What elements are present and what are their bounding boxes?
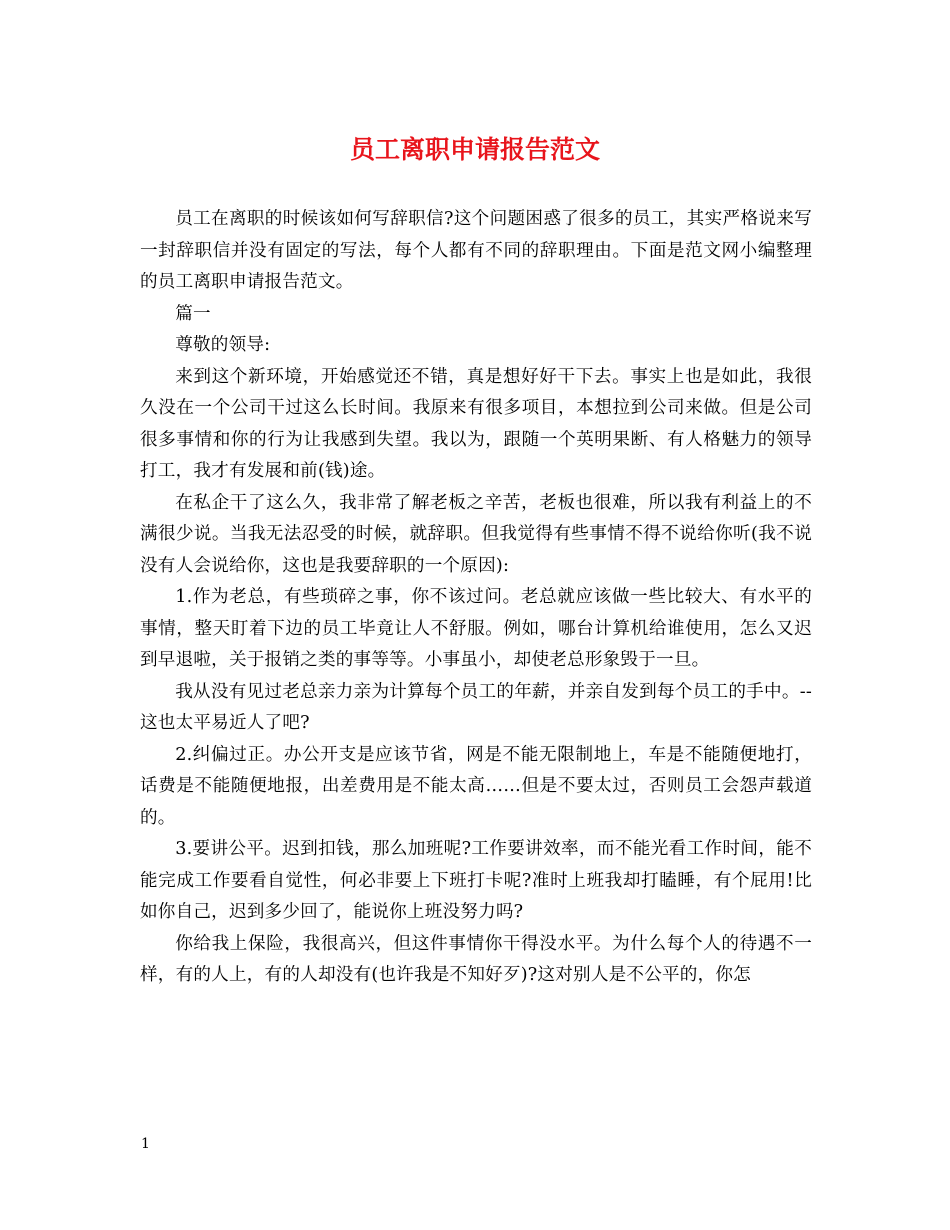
paragraph-body: 来到这个新环境，开始感觉还不错，真是想好好干下去。事实上也是如此，我很久没在一个公司干过这么长时间。我原来有很多项目，本想拉到公司来做。但是公司很多事情和你的行为让我感到失望。我以为，跟随一个英明果断、有人格魅力的领导打工，我才有发展和前(钱)途。 [140, 366, 812, 481]
page-number: 1 [141, 1136, 150, 1152]
paragraph-body: 你给我上保险，我很高兴，但这件事情你干得没水平。为什么每个人的待遇不一样，有的人上，有的人却没有(也许我是不知好歹)?这对别人是不公平的，你怎 [140, 933, 812, 985]
paragraph-body: 我从没有见过老总亲力亲为计算每个员工的年薪，并亲自发到每个员工的手中。--这也太平易近人了吧? [140, 681, 812, 733]
paragraph-point-2: 2.纠偏过正。办公开支是应该节省，网是不能无限制地上，车是不能随便地打，话费是不能随便地报，出差费用是不能太高……但是不要太过，否则员工会怨声载道的。 [140, 744, 812, 828]
paragraph-body: 在私企干了这么久，我非常了解老板之辛苦，老板也很难，所以我有利益上的不满很少说。当我无法忍受的时候，就辞职。但我觉得有些事情不得不说给你听(我不说没有人会说给你，这也是我要辞职的一个原因): [140, 492, 812, 576]
paragraph-intro: 员工在离职的时候该如何写辞职信?这个问题困惑了很多的员工，其实严格说来写一封辞职信并没有固定的写法，每个人都有不同的辞职理由。下面是范文网小编整理的员工离职申请报告范文。 [140, 209, 812, 292]
paragraph-point-1: 1.作为老总，有些琐碎之事，你不该过问。老总就应该做一些比较大、有水平的事情，整天盯着下边的员工毕竟让人不舒服。例如，哪台计算机给谁使用，怎么又迟到早退啦，关于报销之类的事等等。小事虽小，却使老总形象毁于一旦。 [140, 587, 812, 670]
document-title: 员工离职申请报告范文 [349, 135, 600, 164]
document-body [140, 204, 812, 992]
paragraph-point-3: 3.要讲公平。迟到扣钱，那么加班呢?工作要讲效率，而不能光看工作时间，能不能完成工作要看自觉性，何必非要上下班打卡呢?准时上班我却打瞌睡，有个屁用!比如你自己，迟到多少回了，能说你上班没努力吗? [140, 839, 812, 922]
paragraph-section-heading: 篇一 [175, 303, 211, 324]
paragraph-salutation: 尊敬的领导: [175, 335, 271, 355]
